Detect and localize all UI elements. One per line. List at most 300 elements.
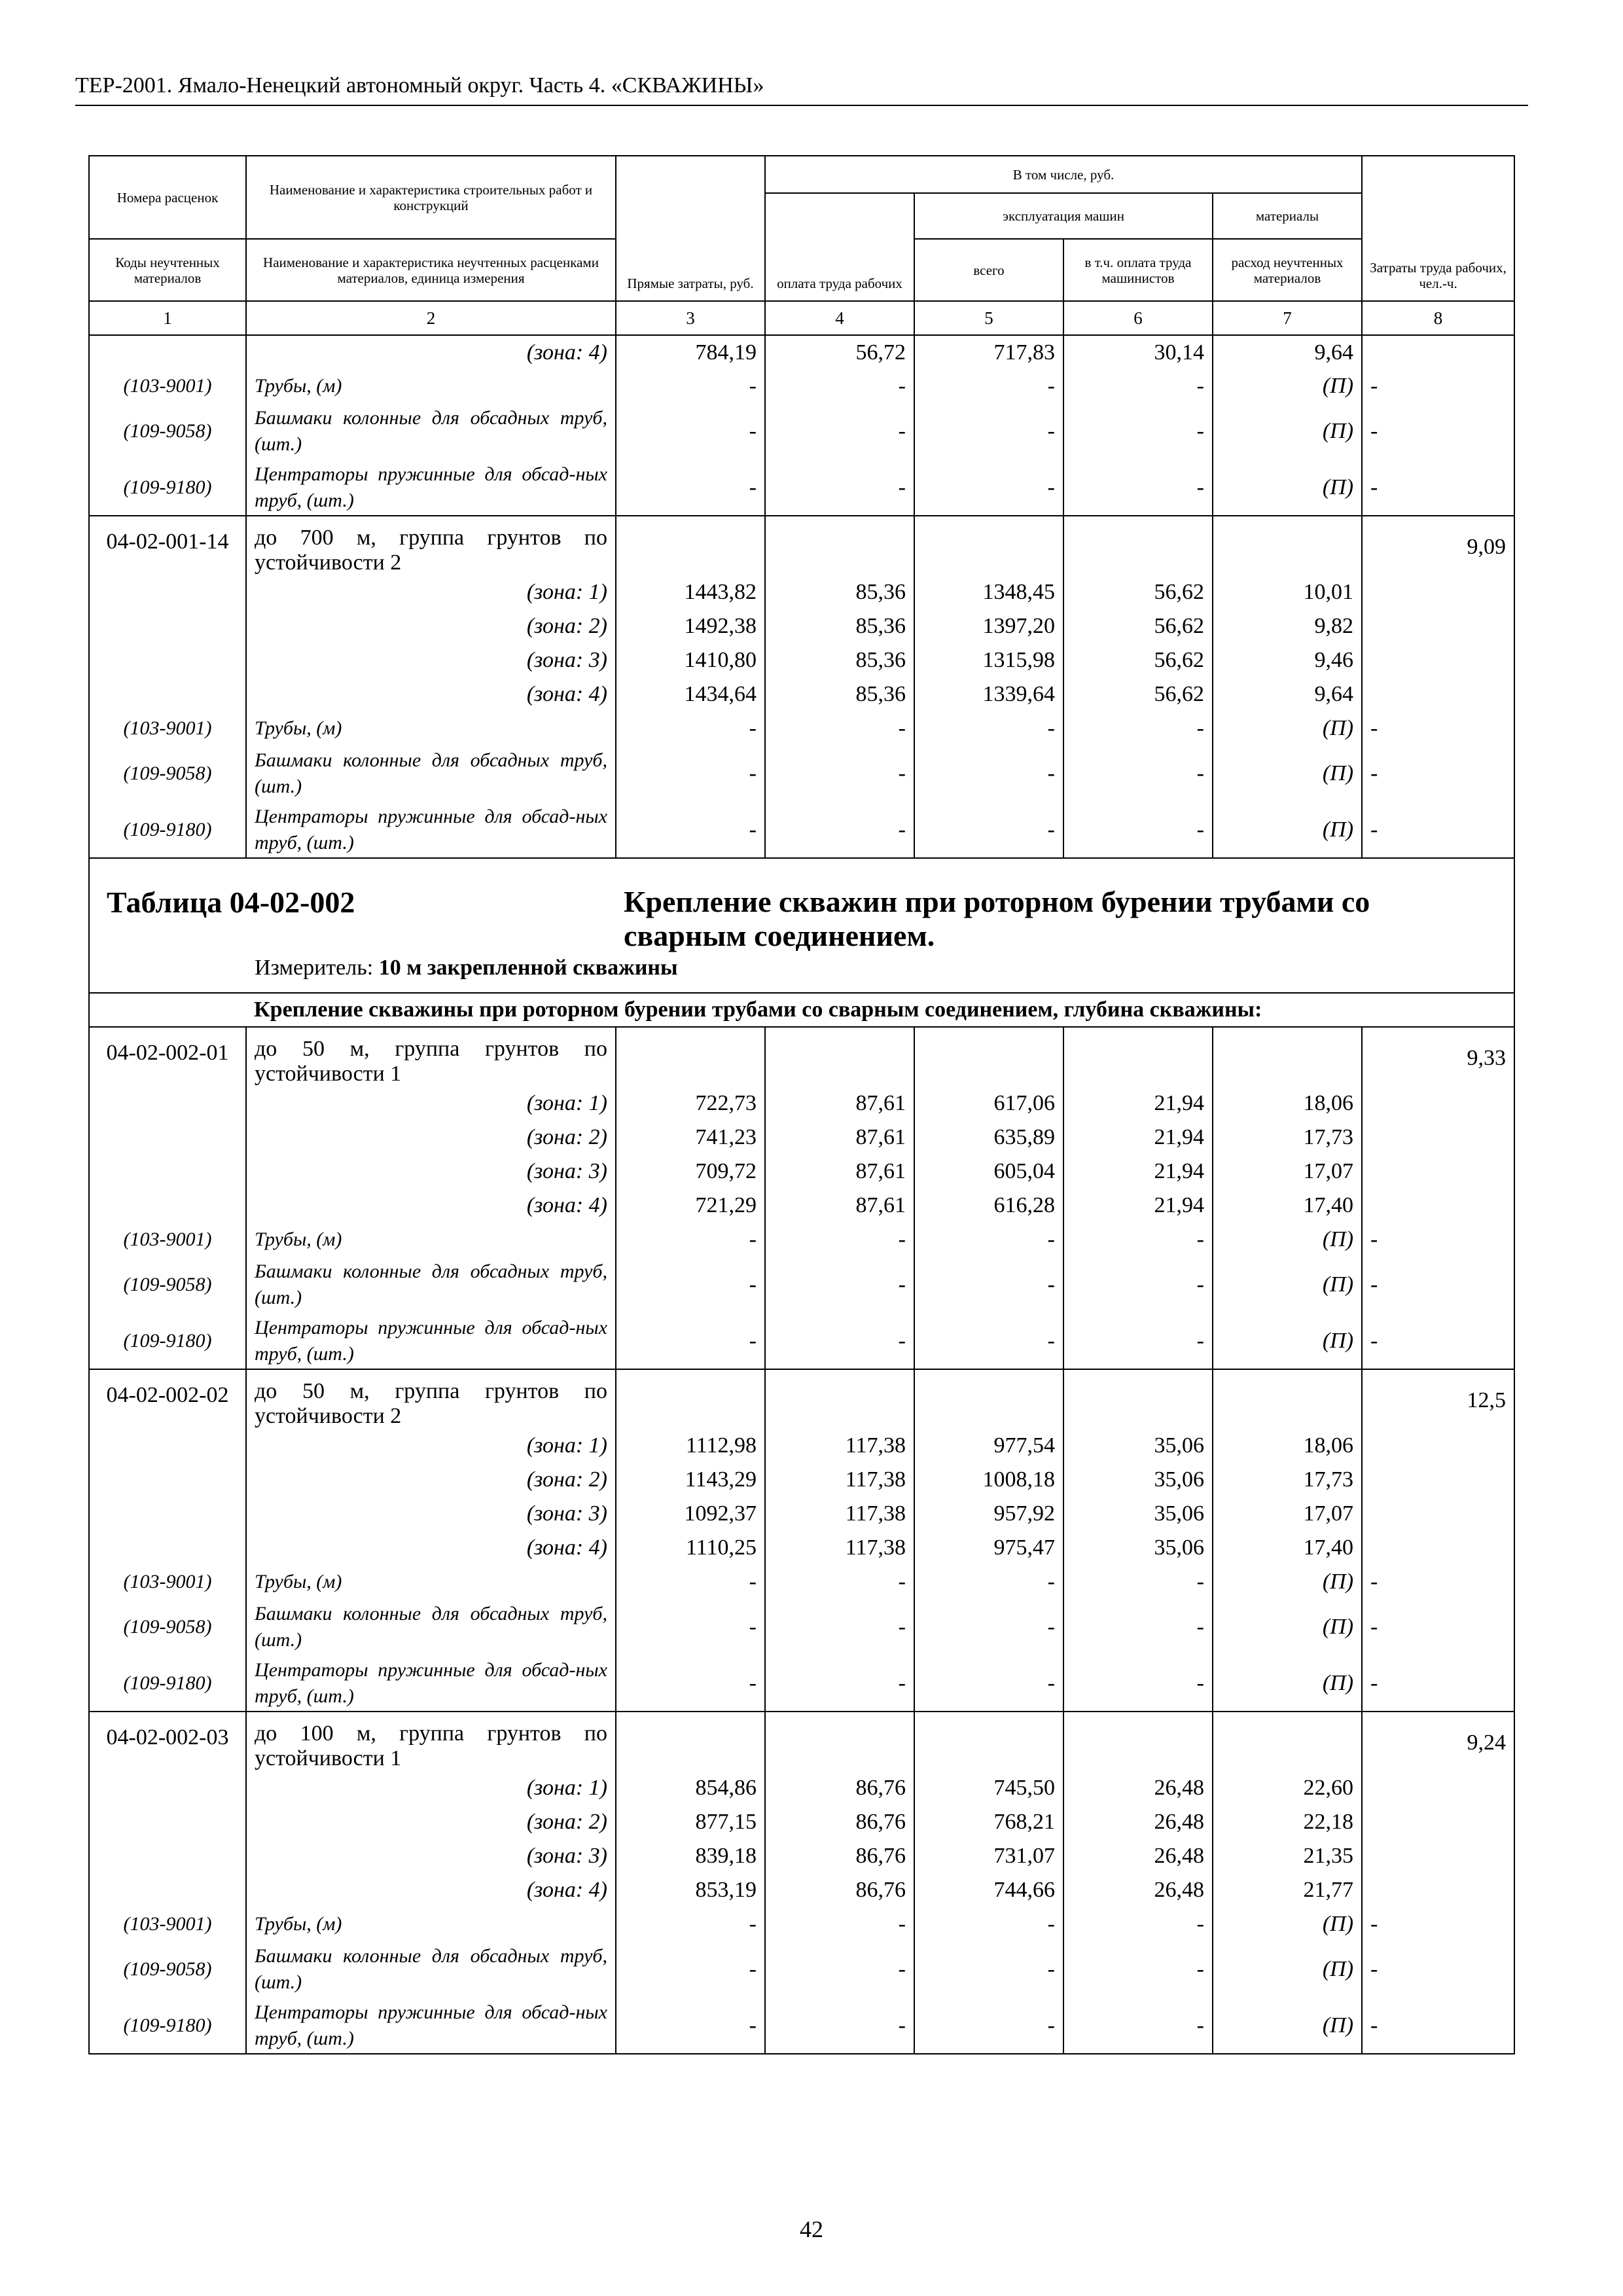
dash-cell: - bbox=[914, 1313, 1063, 1369]
column-index: 4 bbox=[765, 301, 914, 335]
zone-label: (зона: 3) bbox=[246, 1497, 616, 1531]
value-cell: 1143,29 bbox=[616, 1463, 765, 1497]
zone-row bbox=[89, 1771, 1514, 1805]
column-index: 1 bbox=[89, 301, 246, 335]
zone-row bbox=[89, 1086, 1514, 1121]
value-cell: 605,04 bbox=[914, 1155, 1063, 1189]
value-cell: 30,14 bbox=[1063, 335, 1213, 369]
p-mark: (П) bbox=[1213, 369, 1362, 403]
empty-cell bbox=[1362, 1805, 1514, 1839]
col-unaccounted-names: Наименование и характеристика неучтенных расценками материалов, единица измерения bbox=[246, 239, 616, 301]
value-cell: 722,73 bbox=[616, 1086, 765, 1121]
value-cell: 117,38 bbox=[765, 1463, 914, 1497]
dash-cell: - bbox=[616, 1998, 765, 2054]
value-cell: 21,35 bbox=[1213, 1839, 1362, 1873]
dash-cell: - bbox=[1063, 1599, 1213, 1655]
value-cell: 35,06 bbox=[1063, 1497, 1213, 1531]
value-cell: 117,38 bbox=[765, 1531, 914, 1565]
work-description: до 50 м, группа грунтов по устойчивости 2 bbox=[246, 1369, 616, 1429]
empty-cell bbox=[1213, 1027, 1362, 1086]
dash-cell: - bbox=[1063, 1907, 1213, 1941]
dash-cell: - bbox=[765, 1941, 914, 1998]
value-cell: 1443,82 bbox=[616, 575, 765, 609]
material-row bbox=[89, 459, 1514, 516]
col-machines-total: всего bbox=[914, 239, 1063, 301]
dash-cell: - bbox=[914, 1941, 1063, 1998]
table-subheading: Крепление скважины при роторном бурении трубами со сварным соединением, глубина скважины: bbox=[246, 993, 1514, 1027]
dash-cell: - bbox=[1063, 1223, 1213, 1257]
column-index: 2 bbox=[246, 301, 616, 335]
col-work-name: Наименование и характеристика строительных работ и конструкций bbox=[246, 156, 616, 239]
dash-cell: - bbox=[914, 1565, 1063, 1599]
empty-cell bbox=[89, 993, 246, 1027]
empty-cell bbox=[1362, 1497, 1514, 1531]
value-cell: 21,94 bbox=[1063, 1155, 1213, 1189]
col-materials: материалы bbox=[1213, 193, 1362, 239]
column-index: 7 bbox=[1213, 301, 1362, 335]
col-materials-unaccounted: расход неучтенных материалов bbox=[1213, 239, 1362, 301]
dash-cell: - bbox=[765, 745, 914, 802]
material-code: (109-9058) bbox=[89, 403, 246, 459]
col-worker-pay: оплата труда рабочих bbox=[765, 193, 914, 301]
col-unaccounted-codes: Коды неучтенных материалов bbox=[89, 239, 246, 301]
empty-cell bbox=[1362, 1463, 1514, 1497]
value-cell: 21,94 bbox=[1063, 1121, 1213, 1155]
value-cell: 1315,98 bbox=[914, 643, 1063, 677]
empty-cell bbox=[89, 1086, 246, 1121]
empty-cell bbox=[616, 516, 765, 575]
p-mark: (П) bbox=[1213, 745, 1362, 802]
value-cell: 745,50 bbox=[914, 1771, 1063, 1805]
material-name: Трубы, (м) bbox=[246, 1565, 616, 1599]
dash-cell: - bbox=[616, 1257, 765, 1313]
material-row bbox=[89, 745, 1514, 802]
material-row bbox=[89, 1655, 1514, 1712]
rate-head-row bbox=[89, 1712, 1514, 1771]
empty-cell bbox=[914, 1369, 1063, 1429]
dash-cell: - bbox=[765, 802, 914, 858]
empty-cell bbox=[89, 609, 246, 643]
labor-value: 9,24 bbox=[1362, 1712, 1514, 1771]
material-code: (103-9001) bbox=[89, 711, 246, 745]
value-cell: 117,38 bbox=[765, 1429, 914, 1463]
empty-cell bbox=[765, 1027, 914, 1086]
dash-cell: - bbox=[1362, 745, 1514, 802]
dash-cell: - bbox=[1063, 1941, 1213, 1998]
value-cell: 1348,45 bbox=[914, 575, 1063, 609]
rate-head-row bbox=[89, 516, 1514, 575]
zone-row bbox=[89, 1121, 1514, 1155]
value-cell: 768,21 bbox=[914, 1805, 1063, 1839]
dash-cell: - bbox=[1063, 1565, 1213, 1599]
zone-row bbox=[89, 575, 1514, 609]
material-name: Башмаки колонные для обсадных труб, (шт.) bbox=[246, 745, 616, 802]
p-mark: (П) bbox=[1213, 1313, 1362, 1369]
material-code: (103-9001) bbox=[89, 369, 246, 403]
dash-cell: - bbox=[1362, 1565, 1514, 1599]
dash-cell: - bbox=[1362, 1313, 1514, 1369]
empty-cell bbox=[616, 1712, 765, 1771]
material-name: Башмаки колонные для обсадных труб, (шт.) bbox=[246, 1257, 616, 1313]
value-cell: 957,92 bbox=[914, 1497, 1063, 1531]
material-row bbox=[89, 1313, 1514, 1369]
table-description: Крепление скважин при роторном бурении трубами со сварным соединением. bbox=[624, 885, 1370, 952]
value-cell: 1492,38 bbox=[616, 609, 765, 643]
empty-cell bbox=[616, 1027, 765, 1086]
value-cell: 17,40 bbox=[1213, 1189, 1362, 1223]
running-header: ТЕР-2001. Ямало-Ненецкий автономный округ. Часть 4. «СКВАЖИНЫ» bbox=[75, 73, 764, 98]
material-name: Трубы, (м) bbox=[246, 1907, 616, 1941]
empty-cell bbox=[914, 516, 1063, 575]
value-cell: 21,94 bbox=[1063, 1189, 1213, 1223]
zone-label: (зона: 4) bbox=[246, 1873, 616, 1907]
measure-value: 10 м закрепленной скважины bbox=[378, 956, 678, 980]
empty-cell bbox=[89, 1771, 246, 1805]
dash-cell: - bbox=[914, 369, 1063, 403]
dash-cell: - bbox=[765, 403, 914, 459]
dash-cell: - bbox=[616, 369, 765, 403]
value-cell: 9,82 bbox=[1213, 609, 1362, 643]
material-code: (109-9058) bbox=[89, 1941, 246, 1998]
value-cell: 784,19 bbox=[616, 335, 765, 369]
material-code: (109-9058) bbox=[89, 1599, 246, 1655]
material-row bbox=[89, 711, 1514, 745]
p-mark: (П) bbox=[1213, 1907, 1362, 1941]
rate-code: 04-02-002-01 bbox=[89, 1027, 246, 1086]
work-description: до 50 м, группа грунтов по устойчивости 1 bbox=[246, 1027, 616, 1086]
value-cell: 1434,64 bbox=[616, 677, 765, 711]
value-cell: 977,54 bbox=[914, 1429, 1063, 1463]
material-name: Башмаки колонные для обсадных труб, (шт.) bbox=[246, 1599, 616, 1655]
material-row bbox=[89, 1907, 1514, 1941]
empty-cell bbox=[1362, 1121, 1514, 1155]
dash-cell: - bbox=[1362, 459, 1514, 516]
empty-cell bbox=[1362, 1155, 1514, 1189]
empty-cell bbox=[89, 1121, 246, 1155]
empty-cell bbox=[89, 1839, 246, 1873]
value-cell: 17,07 bbox=[1213, 1497, 1362, 1531]
dash-cell: - bbox=[765, 1257, 914, 1313]
material-row bbox=[89, 1998, 1514, 2054]
value-cell: 616,28 bbox=[914, 1189, 1063, 1223]
rate-head-row bbox=[89, 1027, 1514, 1086]
zone-row bbox=[89, 1155, 1514, 1189]
value-cell: 86,76 bbox=[765, 1805, 914, 1839]
dash-cell: - bbox=[914, 802, 1063, 858]
column-index: 6 bbox=[1063, 301, 1213, 335]
table-number: Таблица 04-02-002 bbox=[107, 886, 355, 919]
material-code: (103-9001) bbox=[89, 1223, 246, 1257]
zone-row bbox=[89, 1429, 1514, 1463]
empty-cell bbox=[1362, 677, 1514, 711]
col-direct-costs: Прямые затраты, руб. bbox=[616, 156, 765, 301]
empty-cell bbox=[616, 1369, 765, 1429]
empty-cell bbox=[89, 1155, 246, 1189]
work-description: до 100 м, группа грунтов по устойчивости 1 bbox=[246, 1712, 616, 1771]
dash-cell: - bbox=[765, 459, 914, 516]
value-cell: 26,48 bbox=[1063, 1873, 1213, 1907]
p-mark: (П) bbox=[1213, 802, 1362, 858]
value-cell: 9,64 bbox=[1213, 677, 1362, 711]
dash-cell: - bbox=[914, 711, 1063, 745]
work-description: до 700 м, группа грунтов по устойчивости 2 bbox=[246, 516, 616, 575]
p-mark: (П) bbox=[1213, 1599, 1362, 1655]
value-cell: 9,64 bbox=[1213, 335, 1362, 369]
dash-cell: - bbox=[1063, 1313, 1213, 1369]
dash-cell: - bbox=[765, 1998, 914, 2054]
empty-cell bbox=[914, 1712, 1063, 1771]
dash-cell: - bbox=[616, 1599, 765, 1655]
dash-cell: - bbox=[1362, 1655, 1514, 1712]
dash-cell: - bbox=[616, 1313, 765, 1369]
p-mark: (П) bbox=[1213, 1655, 1362, 1712]
material-name: Центраторы пружинные для обсад-ных труб, (шт.) bbox=[246, 1313, 616, 1369]
empty-cell bbox=[89, 1873, 246, 1907]
value-cell: 18,06 bbox=[1213, 1086, 1362, 1121]
material-name: Башмаки колонные для обсадных труб, (шт.) bbox=[246, 403, 616, 459]
value-cell: 87,61 bbox=[765, 1189, 914, 1223]
value-cell: 854,86 bbox=[616, 1771, 765, 1805]
dash-cell: - bbox=[1063, 1998, 1213, 2054]
value-cell: 86,76 bbox=[765, 1839, 914, 1873]
value-cell: 26,48 bbox=[1063, 1771, 1213, 1805]
zone-label: (зона: 3) bbox=[246, 1839, 616, 1873]
empty-cell bbox=[1362, 335, 1514, 369]
zone-label: (зона: 1) bbox=[246, 1429, 616, 1463]
page-number: 42 bbox=[800, 2216, 823, 2242]
material-code: (109-9180) bbox=[89, 1998, 246, 2054]
value-cell: 35,06 bbox=[1063, 1429, 1213, 1463]
dash-cell: - bbox=[914, 1998, 1063, 2054]
dash-cell: - bbox=[914, 459, 1063, 516]
value-cell: 717,83 bbox=[914, 335, 1063, 369]
value-cell: 1339,64 bbox=[914, 677, 1063, 711]
material-code: (109-9180) bbox=[89, 1655, 246, 1712]
dash-cell: - bbox=[1362, 403, 1514, 459]
dash-cell: - bbox=[1063, 802, 1213, 858]
empty-cell bbox=[1362, 643, 1514, 677]
dash-cell: - bbox=[914, 1223, 1063, 1257]
empty-cell bbox=[1063, 1369, 1213, 1429]
dash-cell: - bbox=[914, 403, 1063, 459]
column-index: 8 bbox=[1362, 301, 1514, 335]
empty-cell bbox=[89, 1531, 246, 1565]
col-rate-numbers: Номера расценок bbox=[89, 156, 246, 239]
empty-cell bbox=[1213, 1712, 1362, 1771]
dash-cell: - bbox=[1063, 1655, 1213, 1712]
dash-cell: - bbox=[616, 745, 765, 802]
dash-cell: - bbox=[914, 1655, 1063, 1712]
value-cell: 26,48 bbox=[1063, 1839, 1213, 1873]
value-cell: 21,94 bbox=[1063, 1086, 1213, 1121]
dash-cell: - bbox=[1063, 1257, 1213, 1313]
material-name: Центраторы пружинные для обсад-ных труб, (шт.) bbox=[246, 1655, 616, 1712]
zone-label: (зона: 4) bbox=[246, 1189, 616, 1223]
empty-cell bbox=[89, 575, 246, 609]
empty-cell bbox=[1362, 1086, 1514, 1121]
empty-cell bbox=[1362, 575, 1514, 609]
measure-label: Измеритель: bbox=[255, 956, 374, 980]
zone-label: (зона: 4) bbox=[246, 1531, 616, 1565]
col-machinist-pay: в т.ч. оплата труда машинистов bbox=[1063, 239, 1213, 301]
rate-head-row bbox=[89, 1369, 1514, 1429]
dash-cell: - bbox=[616, 1655, 765, 1712]
zone-label: (зона: 4) bbox=[246, 677, 616, 711]
measure-line bbox=[255, 956, 678, 980]
dash-cell: - bbox=[616, 1565, 765, 1599]
table-title-block bbox=[89, 858, 1514, 993]
dash-cell: - bbox=[765, 1565, 914, 1599]
dash-cell: - bbox=[765, 369, 914, 403]
value-cell: 744,66 bbox=[914, 1873, 1063, 1907]
value-cell: 56,62 bbox=[1063, 575, 1213, 609]
value-cell: 22,60 bbox=[1213, 1771, 1362, 1805]
dash-cell: - bbox=[1362, 1941, 1514, 1998]
zone-row bbox=[89, 643, 1514, 677]
value-cell: 721,29 bbox=[616, 1189, 765, 1223]
value-cell: 709,72 bbox=[616, 1155, 765, 1189]
empty-cell bbox=[1362, 609, 1514, 643]
value-cell: 853,19 bbox=[616, 1873, 765, 1907]
material-name: Трубы, (м) bbox=[246, 369, 616, 403]
dash-cell: - bbox=[1362, 1257, 1514, 1313]
col-including: В том числе, руб. bbox=[765, 156, 1362, 193]
dash-cell: - bbox=[765, 1655, 914, 1712]
dash-cell: - bbox=[914, 1257, 1063, 1313]
dash-cell: - bbox=[765, 1599, 914, 1655]
dash-cell: - bbox=[616, 1907, 765, 1941]
zone-row bbox=[89, 1189, 1514, 1223]
empty-cell bbox=[765, 516, 914, 575]
p-mark: (П) bbox=[1213, 711, 1362, 745]
empty-cell bbox=[89, 677, 246, 711]
value-cell: 85,36 bbox=[765, 575, 914, 609]
value-cell: 85,36 bbox=[765, 677, 914, 711]
value-cell: 17,07 bbox=[1213, 1155, 1362, 1189]
dash-cell: - bbox=[616, 802, 765, 858]
table-title-cell bbox=[89, 858, 1514, 993]
p-mark: (П) bbox=[1213, 459, 1362, 516]
dash-cell: - bbox=[616, 403, 765, 459]
empty-cell bbox=[89, 1463, 246, 1497]
dash-cell: - bbox=[616, 1941, 765, 1998]
empty-cell bbox=[914, 1027, 1063, 1086]
zone-row bbox=[89, 1839, 1514, 1873]
empty-cell bbox=[1362, 1531, 1514, 1565]
material-row bbox=[89, 1257, 1514, 1313]
header-rule bbox=[75, 105, 1528, 106]
zone-row bbox=[89, 609, 1514, 643]
material-row bbox=[89, 802, 1514, 858]
value-cell: 17,40 bbox=[1213, 1531, 1362, 1565]
value-cell: 1410,80 bbox=[616, 643, 765, 677]
material-name: Башмаки колонные для обсадных труб, (шт.) bbox=[246, 1941, 616, 1998]
value-cell: 85,36 bbox=[765, 643, 914, 677]
rates-table-container bbox=[88, 155, 1514, 2083]
value-cell: 10,01 bbox=[1213, 575, 1362, 609]
p-mark: (П) bbox=[1213, 1565, 1362, 1599]
column-index: 5 bbox=[914, 301, 1063, 335]
material-code: (109-9058) bbox=[89, 745, 246, 802]
rate-code: 04-02-002-02 bbox=[89, 1369, 246, 1429]
zone-label: (зона: 3) bbox=[246, 1155, 616, 1189]
p-mark: (П) bbox=[1213, 1223, 1362, 1257]
zone-label: (зона: 1) bbox=[246, 575, 616, 609]
zone-label: (зона: 2) bbox=[246, 1463, 616, 1497]
material-name: Центраторы пружинные для обсад-ных труб, (шт.) bbox=[246, 1998, 616, 2054]
dash-cell: - bbox=[1063, 711, 1213, 745]
dash-cell: - bbox=[765, 1907, 914, 1941]
empty-cell bbox=[1362, 1771, 1514, 1805]
zone-row bbox=[89, 1873, 1514, 1907]
value-cell: 56,62 bbox=[1063, 643, 1213, 677]
value-cell: 56,72 bbox=[765, 335, 914, 369]
dash-cell: - bbox=[1362, 1223, 1514, 1257]
value-cell: 617,06 bbox=[914, 1086, 1063, 1121]
col-labor-costs: Затраты труда рабочих, чел.-ч. bbox=[1362, 156, 1514, 301]
empty-cell bbox=[1063, 516, 1213, 575]
dash-cell: - bbox=[1362, 369, 1514, 403]
dash-cell: - bbox=[1362, 1599, 1514, 1655]
dash-cell: - bbox=[1362, 802, 1514, 858]
empty-cell bbox=[1362, 1839, 1514, 1873]
zone-label: (зона: 2) bbox=[246, 1121, 616, 1155]
material-code: (109-9180) bbox=[89, 459, 246, 516]
zone-label: (зона: 1) bbox=[246, 1086, 616, 1121]
empty-cell bbox=[89, 1429, 246, 1463]
column-index: 3 bbox=[616, 301, 765, 335]
zone-label: (зона: 4) bbox=[246, 335, 616, 369]
dash-cell: - bbox=[616, 459, 765, 516]
material-row bbox=[89, 369, 1514, 403]
dash-cell: - bbox=[1063, 745, 1213, 802]
dash-cell: - bbox=[765, 1223, 914, 1257]
material-name: Центраторы пружинные для обсад-ных труб, (шт.) bbox=[246, 459, 616, 516]
value-cell: 21,77 bbox=[1213, 1873, 1362, 1907]
material-code: (109-9180) bbox=[89, 1313, 246, 1369]
empty-cell bbox=[1362, 1189, 1514, 1223]
empty-cell bbox=[1362, 1429, 1514, 1463]
labor-value: 9,33 bbox=[1362, 1027, 1514, 1086]
dash-cell: - bbox=[1063, 459, 1213, 516]
dash-cell: - bbox=[914, 745, 1063, 802]
value-cell: 87,61 bbox=[765, 1086, 914, 1121]
dash-cell: - bbox=[616, 1223, 765, 1257]
col-machines: эксплуатация машин bbox=[914, 193, 1213, 239]
empty-cell bbox=[89, 643, 246, 677]
empty-cell bbox=[89, 1189, 246, 1223]
material-code: (109-9058) bbox=[89, 1257, 246, 1313]
subheading-row bbox=[89, 993, 1514, 1027]
continuation-row bbox=[89, 335, 1514, 369]
dash-cell: - bbox=[914, 1599, 1063, 1655]
empty-cell bbox=[1063, 1027, 1213, 1086]
empty-cell bbox=[89, 1497, 246, 1531]
empty-cell bbox=[1063, 1712, 1213, 1771]
value-cell: 18,06 bbox=[1213, 1429, 1362, 1463]
value-cell: 1092,37 bbox=[616, 1497, 765, 1531]
material-code: (103-9001) bbox=[89, 1565, 246, 1599]
value-cell: 731,07 bbox=[914, 1839, 1063, 1873]
value-cell: 56,62 bbox=[1063, 677, 1213, 711]
value-cell: 35,06 bbox=[1063, 1463, 1213, 1497]
value-cell: 26,48 bbox=[1063, 1805, 1213, 1839]
value-cell: 56,62 bbox=[1063, 609, 1213, 643]
material-row bbox=[89, 1599, 1514, 1655]
value-cell: 1112,98 bbox=[616, 1429, 765, 1463]
material-name: Центраторы пружинные для обсад-ных труб, (шт.) bbox=[246, 802, 616, 858]
dash-cell: - bbox=[1362, 1907, 1514, 1941]
